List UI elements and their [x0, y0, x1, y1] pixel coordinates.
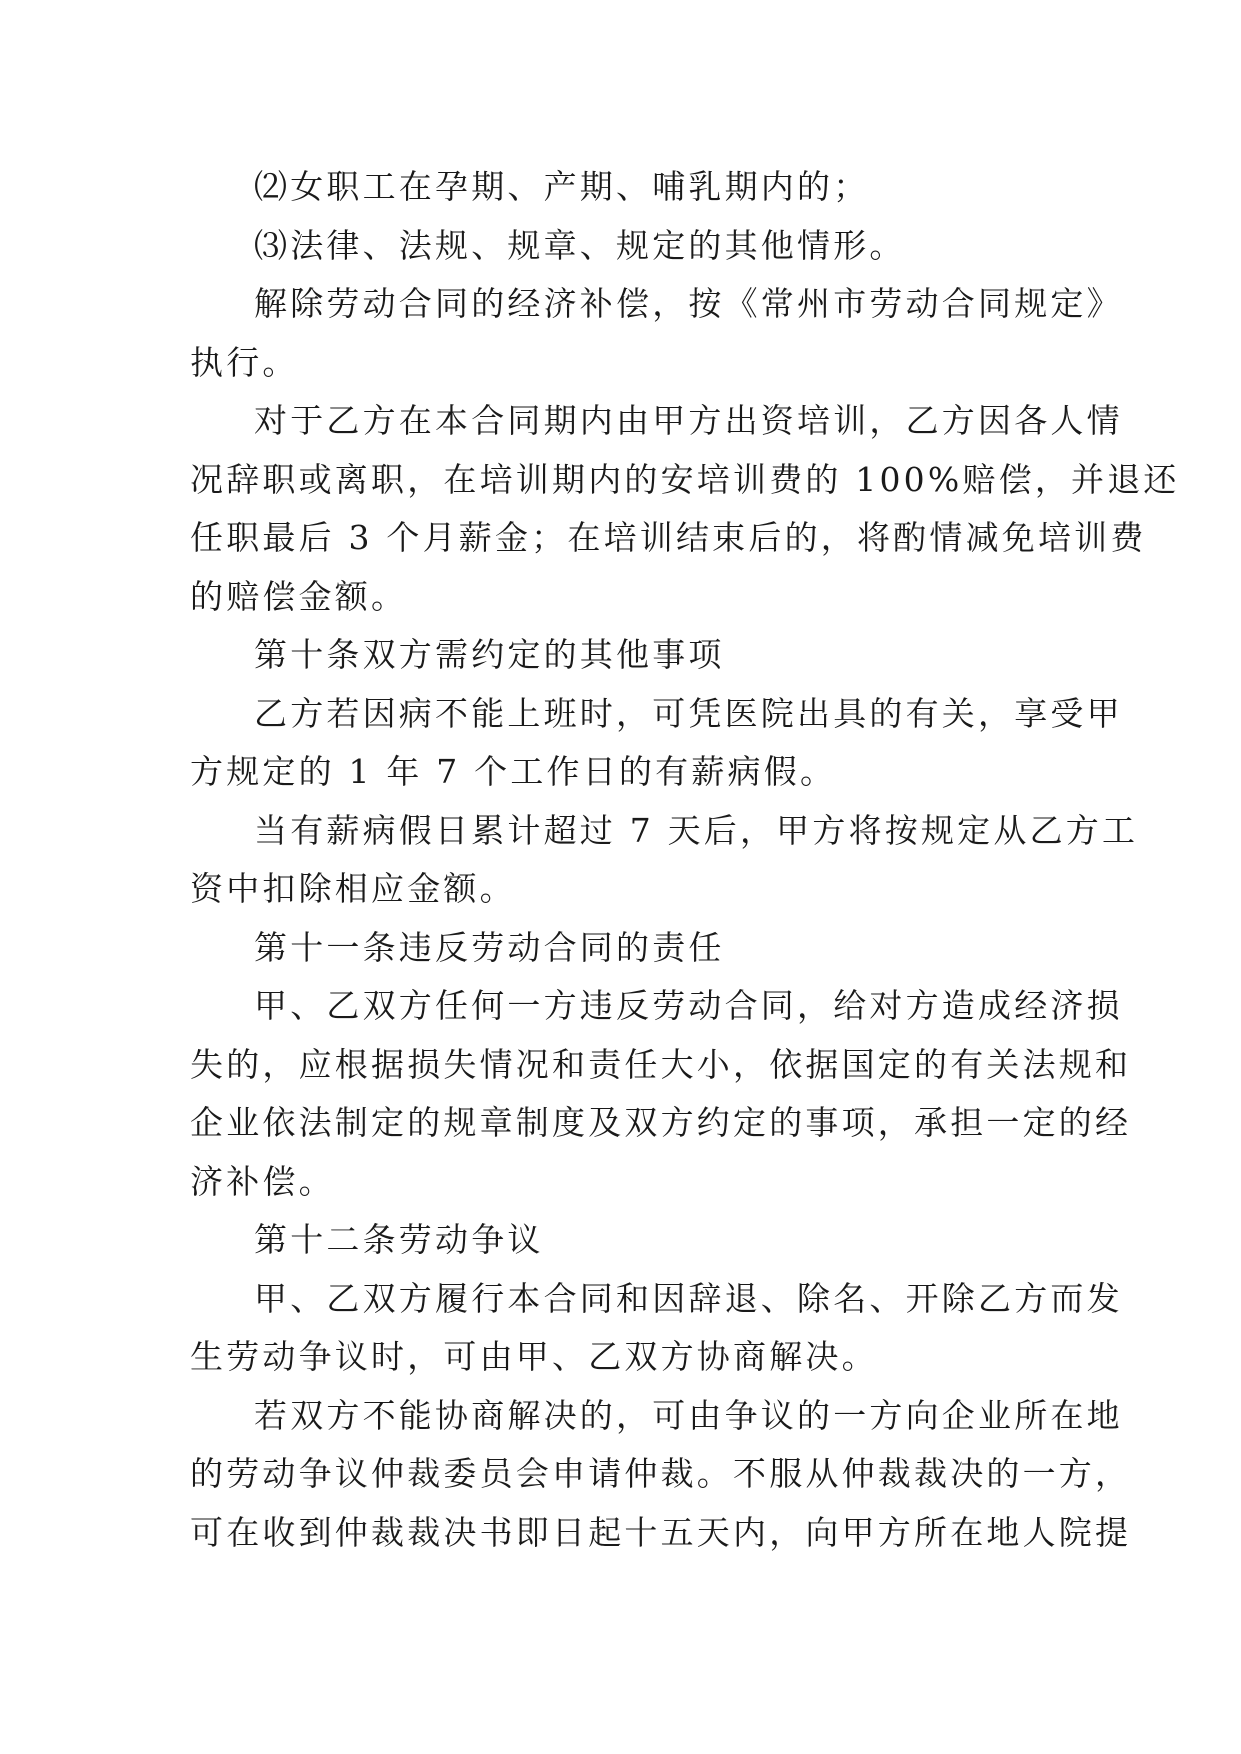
text-line: ⑶法律、法规、规章、规定的其他情形。	[254, 225, 906, 265]
text-line: 资中扣除相应金额。	[190, 869, 516, 908]
text-line: 可在收到仲裁裁决书即日起十五天内，向甲方所在地人院提	[190, 1512, 1132, 1552]
text-line: 对于乙方在本合同期内由甲方出资培训，乙方因各人情	[254, 401, 1123, 440]
text-line: 乙方若因病不能上班时，可凭医院出具的有关，享受甲	[254, 693, 1123, 733]
text-line: 第十一条违反劳动合同的责任	[254, 927, 725, 967]
text-line: 第十条双方需约定的其他事项	[254, 635, 725, 674]
text-line: 甲、乙双方任何一方违反劳动合同，给对方造成经济损	[254, 986, 1123, 1025]
text-line: 失的，应根据损失情况和责任大小，依据国定的有关法规和	[190, 1044, 1132, 1084]
text-line: 第十二条劳动争议	[254, 1220, 544, 1259]
text-line: 解除劳动合同的经济补偿，按《常州市劳动合同规定》	[254, 284, 1123, 323]
text-line: 执行。	[190, 342, 299, 382]
text-line: 生劳动争议时，可由甲、乙双方协商解决。	[190, 1337, 878, 1376]
text-line: 若双方不能协商解决的，可由争议的一方向企业所在地	[254, 1395, 1123, 1435]
text-line: 方规定的 1 年 7 个工作日的有薪病假。	[190, 752, 837, 791]
text-line: ⑵女职工在孕期、产期、哺乳期内的；	[254, 167, 870, 206]
text-line: 企业依法制定的规章制度及双方约定的事项，承担一定的经	[190, 1103, 1132, 1142]
document-body	[190, 158, 1180, 1562]
text-line: 济补偿。	[190, 1161, 335, 1201]
text-line: 甲、乙双方履行本合同和因辞退、除名、开除乙方而发	[254, 1278, 1123, 1318]
text-line: 当有薪病假日累计超过 7 天后，甲方将按规定从乙方工	[254, 810, 1139, 850]
text-line: 的赔偿金额。	[190, 576, 408, 616]
text-line: 况辞职或离职，在培训期内的安培训费的 100%赔偿，并退还	[190, 459, 1180, 499]
text-line: 任职最后 3 个月薪金；在培训结束后的，将酌情减免培训费	[190, 518, 1147, 557]
text-line: 的劳动争议仲裁委员会申请仲裁。不服从仲裁裁决的一方，	[190, 1454, 1132, 1493]
